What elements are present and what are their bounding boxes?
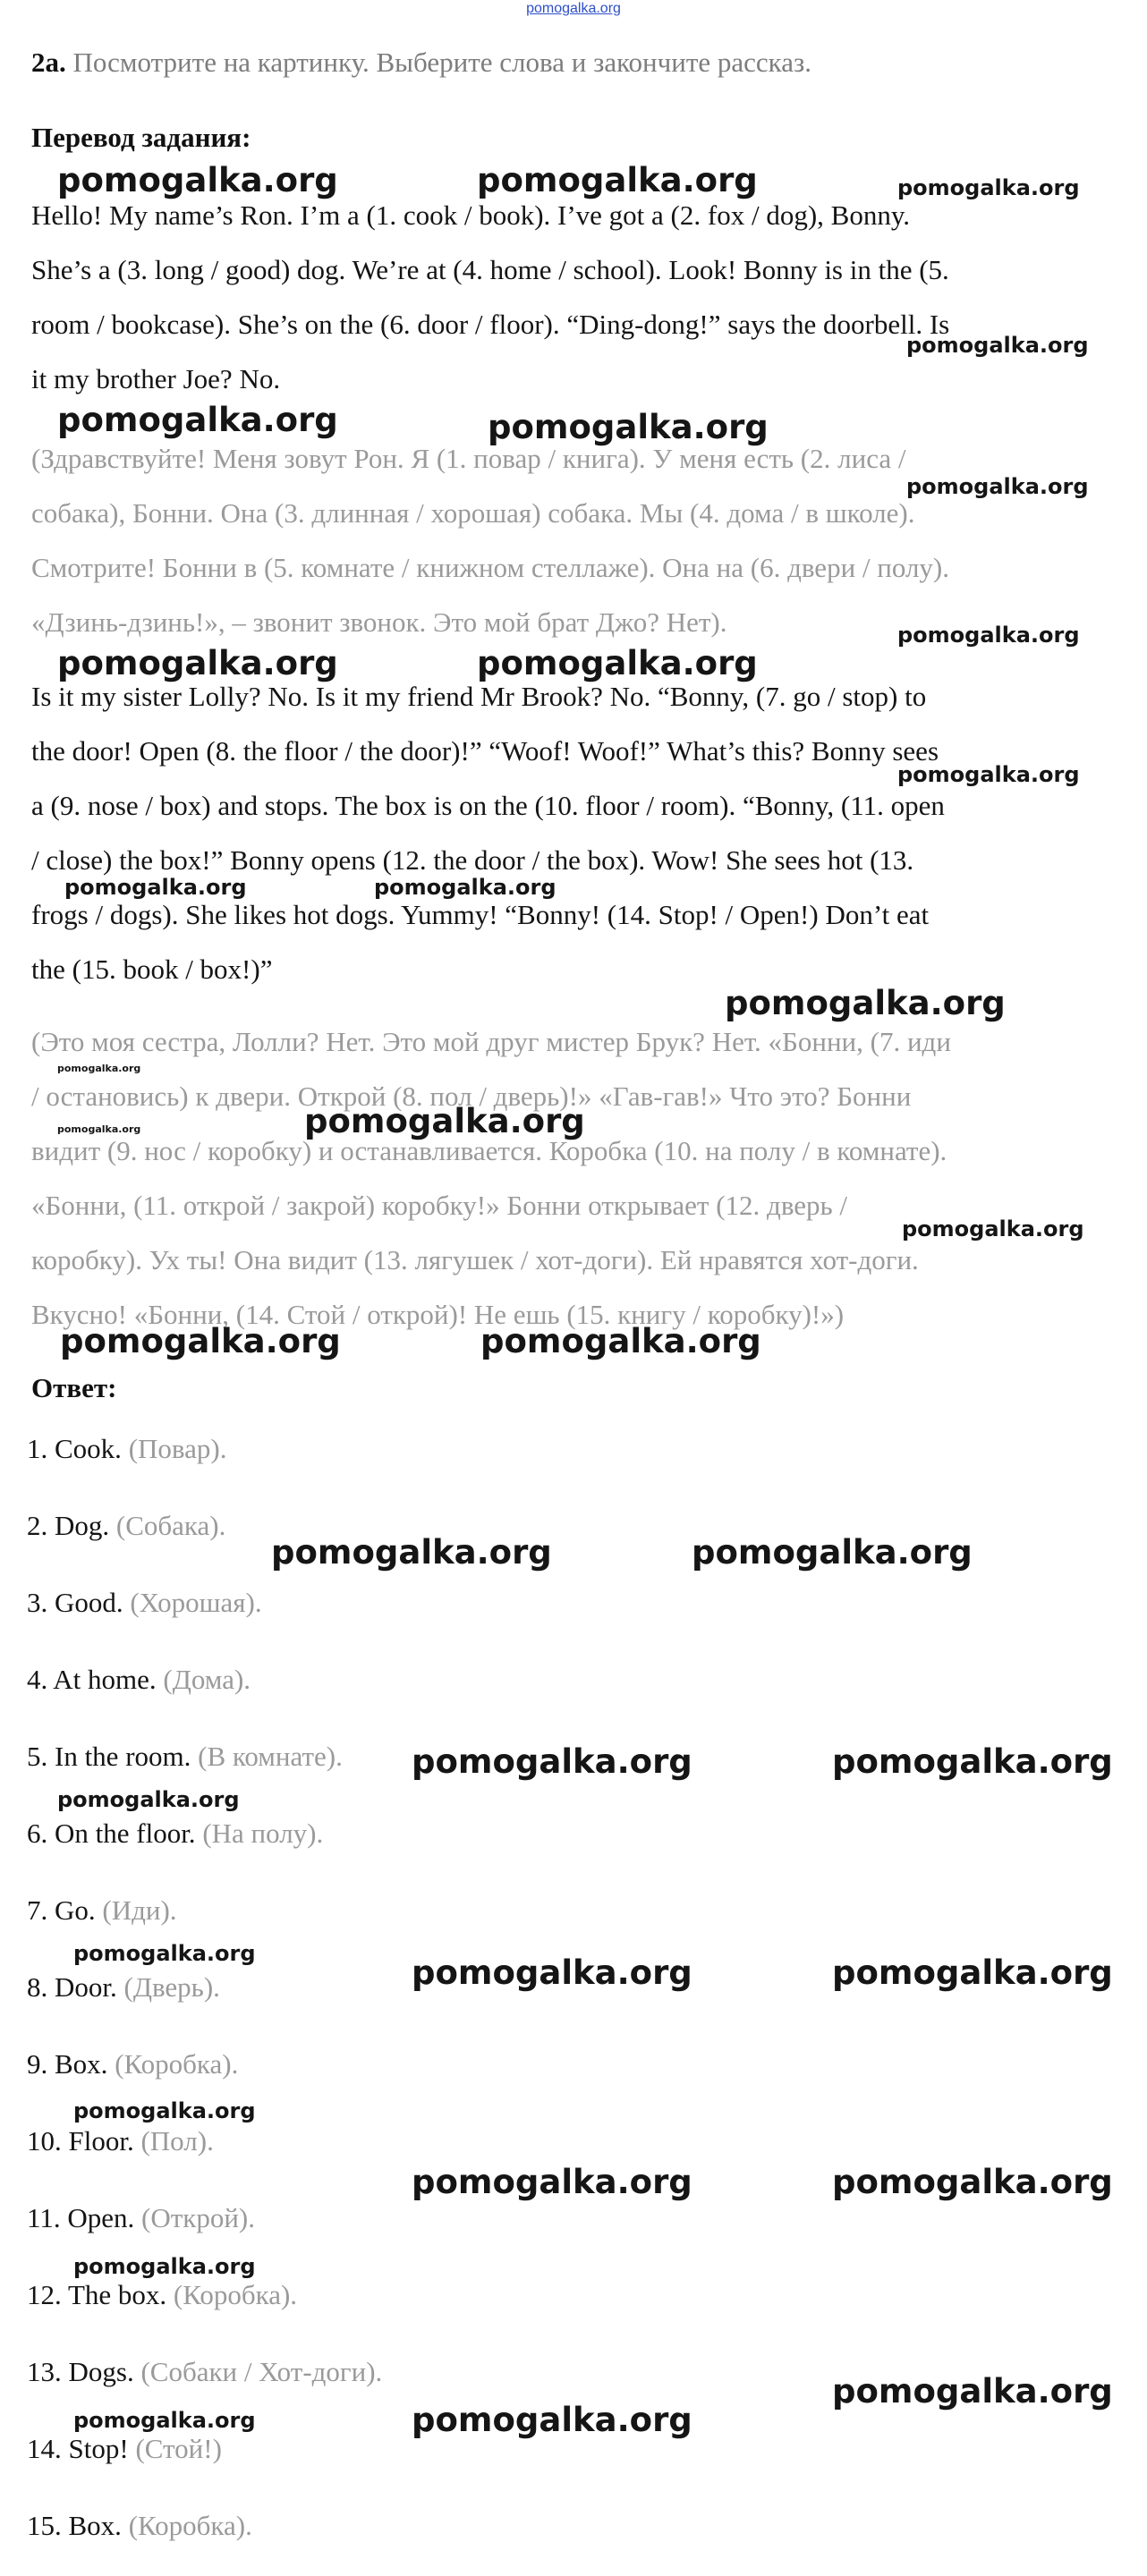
text-line: Hello! My name’s Ron. I’m a (1. cook / book). I’ve got a (2. fox / dog), Bonny. (31, 199, 911, 231)
answer-item (27, 1585, 262, 1621)
answer-ru: (Повар). (128, 1433, 227, 1464)
answer-ru: (Открой). (141, 2202, 255, 2233)
story-part2-en (31, 669, 1105, 996)
answer-ru: (В комнате). (198, 1741, 343, 1772)
watermark: pomogalka.org (304, 1102, 585, 1140)
answer-item (27, 2354, 382, 2390)
answer-ru: (Коробка). (128, 2510, 252, 2541)
translation-heading: Перевод задания: (31, 122, 251, 153)
watermark: pomogalka.org (57, 1787, 240, 1812)
answer-ru: (Дома). (163, 1664, 251, 1695)
text-line: Смотрите! Бонни в (5. комнате / книжном стеллаже). Она на (6. двери / полу). (31, 552, 949, 583)
answer-ru: (Дверь). (123, 1971, 220, 2003)
answer-ru: (Коробка). (173, 2279, 298, 2310)
answer-en: 7. Go. (27, 1894, 96, 1926)
watermark: pomogalka.org (897, 623, 1080, 648)
watermark: pomogalka.org (57, 644, 338, 682)
text-line: собака), Бонни. Она (3. длинная / хорошая) собака. Мы (4. дома / в школе). (31, 497, 915, 529)
watermark: pomogalka.org (832, 1742, 1113, 1781)
text-line: «Бонни, (11. открой / закрой) коробку!» Бонни открывает (12. дверь / (31, 1190, 848, 1221)
task-number: 2a. (31, 47, 66, 78)
answer-ru: (Собака). (115, 1510, 226, 1541)
watermark: pomogalka.org (480, 1322, 761, 1360)
answer-heading: Ответ: (31, 1372, 117, 1403)
answer-en: 8. Door. (27, 1971, 117, 2003)
answer-item (27, 1816, 323, 1852)
text-line: (Это моя сестра, Лолли? Нет. Это мой друг мистер Брук? Нет. «Бонни, (7. иди (31, 1026, 951, 1057)
watermark: pomogalka.org (692, 1533, 973, 1572)
watermark: pomogalka.org (73, 2098, 256, 2123)
story-part2-ru (31, 1014, 1105, 1342)
watermark: pomogalka.org (412, 2401, 692, 2439)
answer-item (27, 2123, 214, 2159)
answer-ru: (Собаки / Хот-доги). (140, 2356, 383, 2387)
text-line: Is it my sister Lolly? No. Is it my friend Mr Brook? No. “Bonny, (7. go / stop) to (31, 681, 927, 712)
text-line: room / bookcase). She’s on the (6. door / floor). “Ding-dong!” says the doorbell. Is (31, 309, 950, 340)
answer-item (27, 1508, 225, 1544)
watermark: pomogalka.org (832, 2372, 1113, 2411)
answer-item (27, 1970, 220, 2005)
answer-item (27, 1662, 251, 1698)
watermark: pomogalka.org (906, 474, 1089, 499)
task-instruction (31, 45, 811, 80)
watermark: pomogalka.org (271, 1533, 552, 1572)
text-line: Вкусно! «Бонни, (14. Стой / открой)! Не ешь (15. книгу / коробку)!») (31, 1299, 845, 1330)
watermark: pomogalka.org (477, 161, 758, 199)
answer-item (27, 2431, 222, 2467)
answer-item (27, 2200, 255, 2236)
text-line: видит (9. нос / коробку) и останавливается. Коробка (10. на полу / в комнате). (31, 1135, 947, 1166)
text-line: frogs / dogs). She likes hot dogs. Yummy! “Bonny! (14. Stop! / Open!) Don’t eat (31, 899, 930, 930)
answer-ru: (На полу). (202, 1818, 324, 1849)
watermark: pomogalka.org (412, 1953, 692, 1992)
answer-ru: (Хорошая). (130, 1587, 262, 1618)
text-line: (Здравствуйте! Меня зовут Рон. Я (1. повар / книга). У меня есть (2. лиса / (31, 443, 906, 474)
text-line: / close) the box!” Bonny opens (12. the door / the box). Wow! She sees hot (13. (31, 844, 914, 876)
watermark: pomogalka.org (57, 1123, 141, 1135)
answer-item (27, 2277, 297, 2313)
answer-item (27, 2046, 238, 2082)
text-line: the door! Open (8. the floor / the door)!” “Woof! Woof!” What’s this? Bonny sees (31, 735, 939, 767)
watermark: pomogalka.org (64, 875, 247, 900)
answer-ru: (Коробка). (115, 2048, 239, 2080)
watermark: pomogalka.org (832, 2163, 1113, 2201)
text-line: the (15. book / box!)” (31, 953, 273, 985)
answer-en: 14. Stop! (27, 2433, 129, 2464)
watermark: pomogalka.org (906, 333, 1089, 358)
text-line: коробку). Ух ты! Она видит (13. лягушек / хот-доги). Ей нравятся хот-доги. (31, 1244, 919, 1275)
text-line: a (9. nose / box) and stops. The box is on the (10. floor / room). “Bonny, (11. open (31, 790, 945, 821)
watermark: pomogalka.org (412, 2163, 692, 2201)
answer-en: 11. Open. (27, 2202, 135, 2233)
answer-en: 15. Box. (27, 2510, 122, 2541)
watermark: pomogalka.org (832, 1953, 1113, 1992)
answer-item (27, 2508, 252, 2544)
answer-en: 1. Cook. (27, 1433, 122, 1464)
story-part1-ru (31, 431, 1105, 649)
text-line: it my brother Joe? No. (31, 363, 281, 394)
site-link[interactable]: pomogalka.org (526, 1, 621, 16)
story-part1-en (31, 188, 1105, 406)
watermark: pomogalka.org (897, 175, 1080, 200)
answer-item (27, 1739, 343, 1775)
watermark: pomogalka.org (73, 2254, 256, 2279)
text-line: / остановись) к двери. Открой (8. пол / дверь)!» «Гав-гав!» Что это? Бонни (31, 1080, 912, 1112)
watermark: pomogalka.org (477, 644, 758, 682)
watermark: pomogalka.org (57, 161, 338, 199)
answer-en: 3. Good. (27, 1587, 123, 1618)
watermark: pomogalka.org (73, 2408, 256, 2433)
answer-ru: (Иди). (102, 1894, 177, 1926)
answer-item (27, 1431, 226, 1467)
answer-en: 5. In the room. (27, 1741, 191, 1772)
watermark: pomogalka.org (60, 1322, 341, 1360)
answer-en: 4. At home. (27, 1664, 157, 1695)
watermark: pomogalka.org (725, 984, 1006, 1022)
answer-en: 10. Floor. (27, 2125, 134, 2157)
answer-en: 6. On the floor. (27, 1818, 196, 1849)
task-text: Посмотрите на картинку. Выберите слова и закончите рассказ. (72, 47, 812, 78)
answer-en: 9. Box. (27, 2048, 108, 2080)
answer-en: 2. Dog. (27, 1510, 110, 1541)
answer-item (27, 1893, 177, 1928)
answer-ru: (Пол). (140, 2125, 214, 2157)
answer-ru: (Стой!) (135, 2433, 222, 2464)
watermark: pomogalka.org (412, 1742, 692, 1781)
watermark: pomogalka.org (902, 1216, 1084, 1241)
watermark: pomogalka.org (73, 1941, 256, 1966)
watermark: pomogalka.org (488, 408, 769, 446)
answer-en: 13. Dogs. (27, 2356, 134, 2387)
watermark: pomogalka.org (57, 1063, 141, 1074)
watermark: pomogalka.org (57, 401, 338, 439)
watermark: pomogalka.org (897, 762, 1080, 787)
text-line: She’s a (3. long / good) dog. We’re at (4. home / school). Look! Bonny is in the (5. (31, 254, 949, 285)
text-line: «Дзинь-дзинь!», – звонит звонок. Это мой брат Джо? Нет). (31, 606, 727, 638)
watermark: pomogalka.org (374, 875, 557, 900)
answer-en: 12. The box. (27, 2279, 167, 2310)
